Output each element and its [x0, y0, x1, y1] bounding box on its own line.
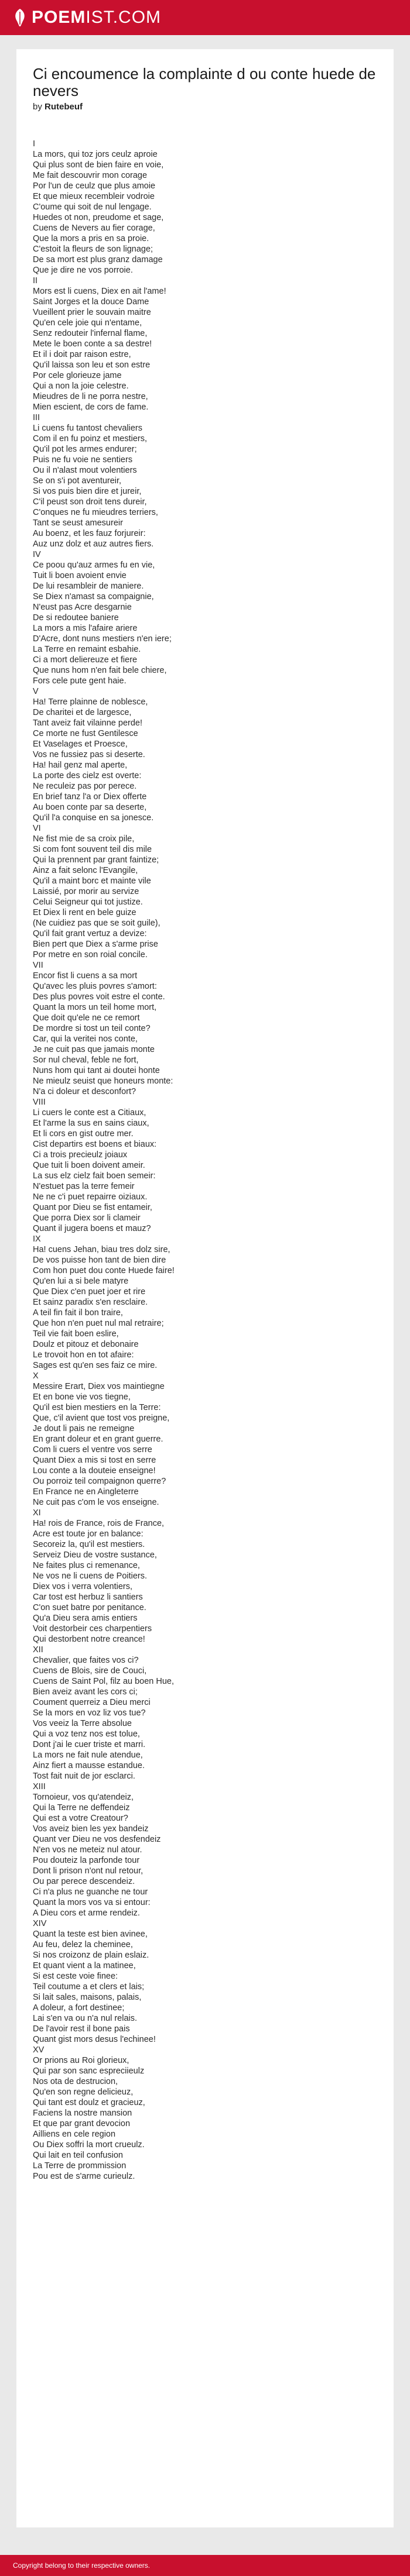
poem-line: Bien aveiz avant les cors ci;	[33, 1687, 138, 1697]
poem-line: De vos puisse hon tant de bien dire	[33, 1256, 166, 1265]
poem-line: Sor nul cheval, feble ne fort,	[33, 1055, 139, 1065]
poem-line: Et en bone vie vos tiegne,	[33, 1392, 131, 1402]
poem-line: Car, qui la veritei nos conte,	[33, 1034, 138, 1044]
poem-line: Qu'il laissa son leu et son estre	[33, 360, 151, 370]
poem-line: Si vos puis bien dire et jureir,	[33, 487, 142, 496]
poem-line: Cuens de Blois, sire de Couci,	[33, 1666, 147, 1676]
poem-line: Diex vos i verra volentiers,	[33, 1582, 133, 1591]
poem-line: Ce morte ne fust Gentilesce	[33, 729, 138, 738]
poem-line: Je dout li pais ne remeigne	[33, 1424, 135, 1433]
poem-line: En brief tanz l'a or Diex offerte	[33, 792, 147, 802]
site-header	[0, 0, 410, 35]
poem-line: Pou est de s'arme curieulz.	[33, 2172, 135, 2181]
poem-line: Fors cele pute gent haie.	[33, 676, 127, 686]
poem-line: Qu'a Dieu sera amis entiers	[33, 1614, 138, 1623]
poem-line: Ha! cuens Jehan, biau tres dolz sire,	[33, 1245, 170, 1254]
poem-line: A teil fin fait il bon traire,	[33, 1308, 123, 1318]
poem-line: Ne faites plus ci remenance,	[33, 1561, 140, 1570]
poem-line: C'onques ne fu mieudres terriers,	[33, 508, 158, 517]
poem-line: Ou porroiz teil compaignon querre?	[33, 1477, 166, 1486]
poem-line: Et que mieux recembleir vodroie	[33, 192, 155, 201]
poem-line: Sages est qu'en ses faiz ce mire.	[33, 1361, 158, 1370]
poem-line: Qu'il est bien mestiers en la Terre:	[33, 1403, 161, 1412]
poem-line: IV	[33, 550, 41, 559]
poem-line: C'on suet batre por penitance.	[33, 1603, 146, 1612]
poem-line: Ne vos ne li cuens de Poitiers.	[33, 1571, 148, 1581]
poem-line: X	[33, 1371, 39, 1381]
poem-line: Des plus povres voit estre el conte.	[33, 992, 165, 1002]
poem-line: Doulz et pitouz et debonaire	[33, 1340, 139, 1349]
poem-line: Quant la mors vos va si entour:	[33, 1898, 151, 1907]
poem-line: Faciens la nostre mansion	[33, 2109, 132, 2118]
poem-line: Que doit qu'ele ne ce remort	[33, 1013, 140, 1023]
logo-text	[32, 8, 161, 27]
poem-line: Pou douteiz la parfonde tour	[33, 1856, 140, 1865]
poem-line: Si nos croizonz de plain eslaiz.	[33, 1951, 149, 1960]
poem-line: Tornoieur, vos qu'atendeiz,	[33, 1793, 134, 1802]
poem-line: Mien escient, de cors de fame.	[33, 403, 149, 412]
poem-line: De mordre si tost un teil conte?	[33, 1024, 151, 1033]
poem-line: Quant il jugera boens et mauz?	[33, 1224, 151, 1233]
poem-line: (Ne cuidiez pas que se soit guile),	[33, 919, 160, 928]
poem-line: Com hon puet dou conte Huede faire!	[33, 1266, 175, 1275]
poem-line: C'oume qui soit de nul lengage.	[33, 202, 152, 212]
poem-line: Tuit li boen avoient envie	[33, 571, 127, 580]
poem-line: N'eust pas Acre desgarnie	[33, 603, 132, 612]
poem-line: Quant ver Dieu ne vos desfendeiz	[33, 1835, 161, 1844]
poem-line: C'il peust son droit tens dureir,	[33, 497, 147, 507]
poem-line: Tost fait nuit de jor esclarci.	[33, 1772, 135, 1781]
poem-line: Secoreiz la, qu'il est mestiers.	[33, 1540, 145, 1549]
poem-line: N'en vos ne meteiz nul atour.	[33, 1845, 142, 1855]
poem-line: Ailliens en cele region	[33, 2130, 116, 2139]
poem-line: Ne ne c'i puet repairre oiziaux.	[33, 1192, 148, 1202]
poem-line: Qu'en son regne delicieuz,	[33, 2087, 134, 2097]
poem-line: Qui est a votre Creatour?	[33, 1814, 128, 1823]
poem-line: De si redoutee baniere	[33, 613, 119, 622]
poem-line: Ainz a fait selonc l'Evangile,	[33, 866, 138, 875]
poem-line: N'a ci doleur et desconfort?	[33, 1087, 136, 1096]
poem-line: Or prions au Roi glorieux,	[33, 2056, 129, 2065]
poem-card	[16, 49, 394, 2527]
poem-line: Se Diex n'amast sa compaignie,	[33, 592, 154, 601]
poem-line: Et il i doit par raison estre,	[33, 350, 131, 359]
poem-line: Qui lait en teil confusion	[33, 2151, 123, 2160]
poem-line: Au feu, delez la cheminee,	[33, 1940, 133, 1949]
poem-line: Ha! hail genz mal aperte,	[33, 761, 128, 770]
poem-line: Encor fist li cuens a sa mort	[33, 971, 138, 981]
poem-byline	[33, 102, 378, 112]
poem-line: VII	[33, 961, 43, 970]
poem-line: Vos aveiz bien les yex bandeiz	[33, 1824, 149, 1834]
poem-line: VIII	[33, 1098, 46, 1107]
poem-line: Ainz fiert a mausse estandue.	[33, 1761, 145, 1770]
poem-line: Ha! Terre plainne de noblesce,	[33, 697, 148, 707]
poem-line: Laissié, por morir au servize	[33, 887, 139, 896]
poem-line: Ne cuit pas c'om le vos enseigne.	[33, 1498, 159, 1507]
poem-line: La Terre de prommission	[33, 2161, 127, 2171]
poem-line: Et li cors en gist outre mer.	[33, 1129, 134, 1139]
poem-line: Au boen conte par sa deserte,	[33, 803, 147, 812]
poem-body	[33, 139, 378, 2182]
poem-line: La mors ne fait nule atendue,	[33, 1750, 143, 1760]
poem-line: Chevalier, que faites vos ci?	[33, 1656, 139, 1665]
poem-line: Li cuers le conte est a Citiaux,	[33, 1108, 146, 1117]
poem-line: Que tuit li boen doivent ameir.	[33, 1161, 145, 1170]
copyright-text: Copyright belong to their respective owners.	[13, 2561, 151, 2570]
poem-line: IX	[33, 1234, 41, 1244]
poem-line: Li cuens fu tantost chevaliers	[33, 424, 142, 433]
poem-line: III	[33, 413, 40, 422]
poem-line: Cuens de Saint Pol, filz au boen Hue,	[33, 1677, 175, 1686]
poem-line: Quant la mors un teil home mort,	[33, 1003, 157, 1012]
poem-line: Por cele glorieuze jame	[33, 371, 122, 380]
poem-line: Qui plus sont de bien faire en voie,	[33, 160, 164, 170]
poem-line: Que, c'il avient que tost vos preigne,	[33, 1413, 170, 1423]
poem-line: Ha! rois de France, rois de France,	[33, 1519, 165, 1528]
poem-line: Et quant vient a la matinee,	[33, 1961, 136, 1970]
poem-line: Dont li prison n'ont nul retour,	[33, 1866, 144, 1876]
poem-line: D'Acre, dont nuns mestiers n'en iere;	[33, 634, 172, 644]
poem-line: La sus elz cielz fait boen semeir:	[33, 1171, 156, 1181]
poem-line: Saint Jorges et la douce Dame	[33, 297, 149, 307]
poem-line: Por metre en son roial concile.	[33, 950, 148, 959]
poem-line: De charitei et de largesce,	[33, 708, 132, 717]
poem-line: Me fait descouvrir mon corage	[33, 171, 148, 180]
poem-line: Que Diex c'en puet joer et rire	[33, 1287, 146, 1296]
poem-line: Que je dire ne vos porroie.	[33, 266, 133, 275]
poem-line: Qui tant est doulz et gracieuz,	[33, 2098, 145, 2107]
poem-line: Nuns hom qui tant ai doutei honte	[33, 1066, 160, 1075]
poem-line: Qu'en cele joie qui n'entame,	[33, 318, 142, 328]
poem-line: De l'avoir rest il bone pais	[33, 2024, 130, 2034]
poem-line: Ne mieulz seuist que honeurs monte:	[33, 1077, 173, 1086]
poem-line: Puis ne fu voie ne sentiers	[33, 455, 133, 465]
poem-line: Que porra Diex sor li clameir	[33, 1213, 141, 1223]
poem-line: Qu'avec les pluis povres s'amort:	[33, 982, 157, 991]
poem-line: Acre est toute jor en balance:	[33, 1529, 144, 1539]
poem-line: Cist departirs est boens et biaux:	[33, 1140, 157, 1149]
poem-author[interactable]: Rutebeuf	[45, 102, 83, 112]
poem-line: A Dieu cors et arme rendeiz.	[33, 1908, 140, 1918]
poem-line: Qui la prennent par grant faintize;	[33, 855, 159, 865]
by-label: by	[33, 102, 42, 112]
poem-line: Ou il n'alast mout volentiers	[33, 466, 137, 475]
poem-line: Et Diex li rent en bele guize	[33, 908, 136, 917]
poem-line: Teil coutume a et clers et lais;	[33, 1982, 145, 1992]
poem-line: Que la mors a pris en sa proie.	[33, 234, 149, 243]
poem-line: Tant aveiz fait vilainne perde!	[33, 718, 142, 728]
poem-line: Por l'un de ceulz que plus amoie	[33, 181, 156, 191]
poem-line: Qui a non la joie celestre.	[33, 381, 129, 391]
poem-line: XII	[33, 1645, 43, 1655]
poem-line: II	[33, 276, 38, 286]
poem-line: Lai s'en va ou n'a nul relais.	[33, 2014, 138, 2023]
poem-line: I	[33, 139, 36, 149]
poem-line: De sa mort est plus granz damage	[33, 255, 163, 264]
poem-line: Quant la teste est bien avinee,	[33, 1930, 148, 1939]
poem-line: Qui destorbent notre creance!	[33, 1635, 145, 1644]
poem-line: La mors a mis l'afaire ariere	[33, 624, 138, 633]
poem-title: Ci encoumence la complainte d ou conte huede de nevers	[33, 65, 376, 99]
poem-line: Se la mors en voz liz vos tue?	[33, 1708, 146, 1718]
poem-line: Ne fist mie de sa croix pile,	[33, 834, 135, 844]
poem-line: Que nuns hom n'en fait bele chiere,	[33, 666, 167, 675]
poem-line: Auz unz dolz et auz autres fiers.	[33, 539, 154, 549]
poem-line: Si com font souvent teil dis mile	[33, 845, 152, 854]
poem-line: Ci a trois precieulz joiaux	[33, 1150, 128, 1160]
poem-line: De lui resambleir de maniere.	[33, 582, 144, 591]
site-logo[interactable]	[13, 8, 161, 27]
poem-line: Mete le boen conte a sa destre!	[33, 339, 152, 349]
logo-text-light: IST.COM	[86, 8, 162, 27]
poem-line: Ce poou qu'auz armes fu en vie,	[33, 560, 155, 570]
poem-line: Vueillent prier le souvain maitre	[33, 308, 151, 317]
poem-line: Ou par perece descendeiz.	[33, 1877, 135, 1886]
poem-line: Qu'il l'a conquise en sa jonesce.	[33, 813, 154, 823]
poem-line: Senz redouteir l'infernal flame,	[33, 329, 148, 338]
poem-line: Qu'il fait grant vertuz a devize:	[33, 929, 147, 938]
poem-line: Tant se seust amesureir	[33, 518, 123, 528]
poem-line: XV	[33, 2045, 45, 2055]
poem-line: Se on s'i pot aventureir,	[33, 476, 122, 486]
poem-line: Et l'arme la sus en sains ciaux,	[33, 1119, 149, 1128]
poem-line: Mieudres de li ne porra nestre,	[33, 392, 148, 401]
poem-line: Voit destorbeir ces charpentiers	[33, 1624, 152, 1633]
poem-line: V	[33, 687, 39, 696]
poem-line: La mors, qui toz jors ceulz aproie	[33, 150, 158, 159]
poem-line: XIII	[33, 1782, 46, 1791]
poem-line: Serveiz Dieu de vostre sustance,	[33, 1550, 157, 1560]
poem-line: Quant gist mors desus l'echinee!	[33, 2035, 156, 2044]
poem-line: Dont j'ai le cuer triste et marri.	[33, 1740, 146, 1749]
poem-line: Si est ceste voie finee:	[33, 1972, 118, 1981]
poem-line: Lou conte a la douteie enseigne!	[33, 1466, 156, 1476]
site-footer	[0, 2555, 410, 2576]
poem-line: Com li cuers el ventre vos serre	[33, 1445, 152, 1454]
poem-line: Messire Erart, Diex vos maintiegne	[33, 1382, 165, 1391]
poem-line: Ne reculeiz pas por perece.	[33, 782, 137, 791]
poem-line: La Terre en remaint esbahie.	[33, 645, 141, 654]
poem-line: Et Vaselages et Proesce,	[33, 740, 128, 749]
logo-text-bold: POEM	[32, 8, 86, 27]
poem-line: C'estoit la fleurs de son lignage;	[33, 245, 153, 254]
poem-line: Qui a voz tenz nos est tolue,	[33, 1729, 140, 1739]
poem-line: Ci a mort deliereuze et fiere	[33, 655, 138, 665]
poem-line: Vos ne fussiez pas si deserte.	[33, 750, 145, 759]
poem-line: Je ne cuit pas que jamais monte	[33, 1045, 155, 1054]
poem-line: Vos veeiz la Terre absolue	[33, 1719, 132, 1728]
poem-line: Qui la Terre ne deffendeiz	[33, 1803, 130, 1813]
quill-icon	[13, 8, 27, 27]
poem-line: Qu'en lui a si bele matyre	[33, 1277, 129, 1286]
poem-line: Le trovoit hon en tot afaire:	[33, 1350, 134, 1360]
poem-line: Que hon n'en puet nul mal retraire;	[33, 1319, 164, 1328]
poem-line: Si lait sales, maisons, palais,	[33, 1993, 142, 2002]
poem-line: En grant doleur et en grant guerre.	[33, 1435, 163, 1444]
poem-line: Au boenz, et les fauz forjureir:	[33, 529, 146, 538]
poem-line: Teil vie fait boen eslire,	[33, 1329, 119, 1339]
poem-line: Qui par son sanc espreciieulz	[33, 2066, 145, 2076]
poem-line: VI	[33, 824, 41, 833]
poem-line: Ci n'a plus ne guanche ne tour	[33, 1887, 148, 1897]
poem-line: Car tost est herbuz li santiers	[33, 1593, 143, 1602]
poem-line: Mors est li cuens, Diex en ait l'ame!	[33, 287, 166, 296]
poem-line: La porte des cielz est overte:	[33, 771, 142, 780]
poem-line: N'estuet pas la terre femeir	[33, 1182, 135, 1191]
poem-line: Huedes ot non, preudome et sage,	[33, 213, 164, 222]
poem-line: Et sainz paradix s'en resclaire.	[33, 1298, 148, 1307]
poem-line: XIV	[33, 1919, 47, 1928]
poem-line: Quant Diex a mis si tost en serre	[33, 1456, 156, 1465]
poem-line: Qu'il a maint borc et mainte vile	[33, 876, 151, 886]
poem-line: A doleur, a fort destinee;	[33, 2003, 125, 2013]
poem-line: Coument querreiz a Dieu merci	[33, 1698, 151, 1707]
poem-line: Nos ota de destrucion,	[33, 2077, 118, 2086]
poem-line: Quant por Dieu se fist entameir,	[33, 1203, 152, 1212]
poem-line: Ou Diex soffri la mort crueulz.	[33, 2140, 145, 2149]
poem-line: Qu'il pot les armes endurer;	[33, 445, 137, 454]
poem-line: En France ne en Aingleterre	[33, 1487, 139, 1497]
poem-line: Cuens de Nevers au fier corage,	[33, 223, 155, 233]
poem-line: XI	[33, 1508, 41, 1518]
poem-line: Bien pert que Diex a s'arme prise	[33, 940, 158, 949]
poem-line: Et que par grant devocion	[33, 2119, 131, 2128]
poem-line: Celui Seigneur qui tot justize.	[33, 897, 143, 907]
poem-line: Com il en fu poinz et mestiers,	[33, 434, 148, 443]
